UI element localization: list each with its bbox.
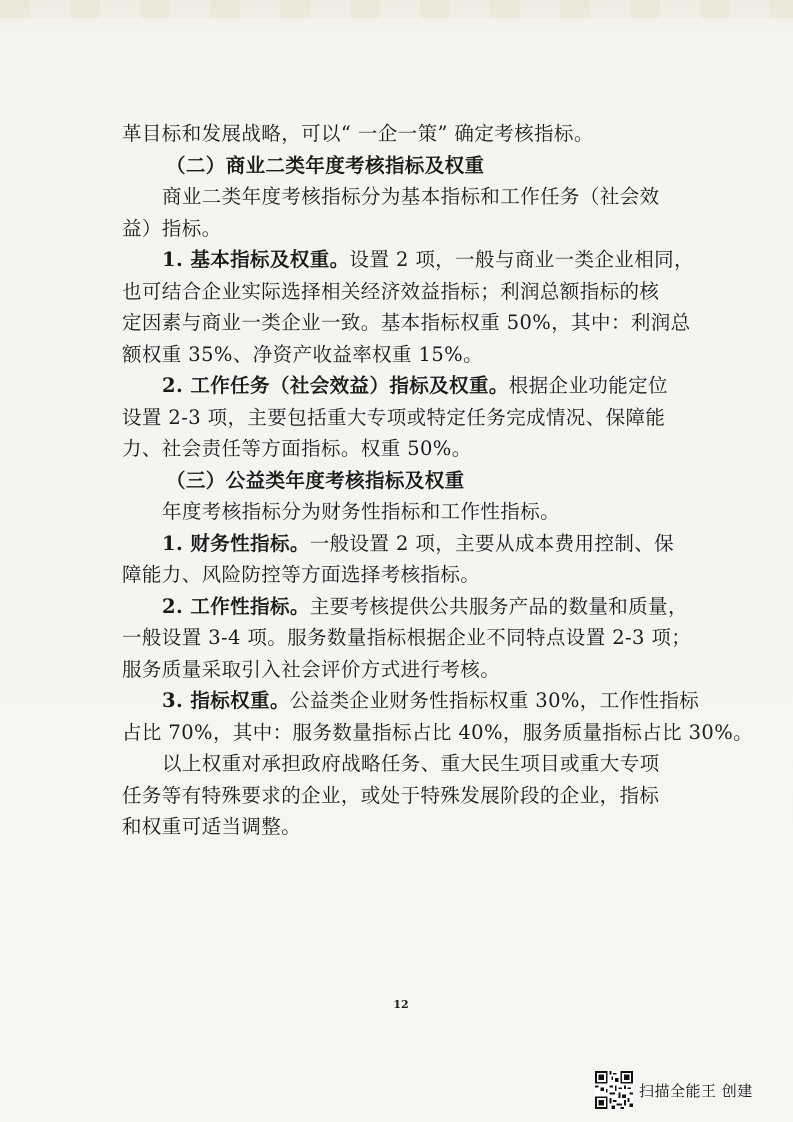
paragraph-line: 障能力、风险防控等方面选择考核指标。: [122, 563, 481, 586]
paragraph-line: 设置 2-3 项，主要包括重大专项或特定任务完成情况、保障能: [122, 405, 666, 429]
item-text: 一般设置 2 项，主要从成本费用控制、保: [309, 531, 675, 555]
section-heading: （二）商业二类年度考核指标及权重: [166, 153, 485, 177]
item-lead: 2. 工作任务（社会效益）指标及权重。: [162, 374, 509, 397]
paragraph-line: [122, 528, 682, 560]
paragraph-line: [122, 370, 682, 402]
document-body: [122, 118, 754, 843]
scanner-watermark: [595, 1070, 785, 1110]
paragraph-line: 定因素与商业一类企业一致。基本指标权重 50%，其中：利润总: [122, 311, 691, 334]
paragraph-line: 革目标和发展战略，可以“ 一企一策” 确定考核指标。: [122, 122, 594, 145]
watermark-label: 扫描全能王 创建: [639, 1081, 753, 1100]
section-heading: （三）公益类年度考核指标及权重: [166, 468, 465, 492]
paragraph-line: 额权重 35%、净资产收益率权重 15%。: [122, 342, 483, 366]
item-text: 设置 2 项，一般与商业一类企业相同，: [349, 248, 694, 271]
item-text: 公益类企业财务性指标权重 30%，工作性指标: [289, 689, 700, 712]
paragraph-line: 益）指标。: [122, 216, 222, 240]
item-text: 根据企业功能定位: [508, 374, 668, 397]
page-number: 12: [393, 998, 409, 1011]
paragraph-line: 占比 70%，其中：服务数量指标占比 40%，服务质量指标占比 30%。: [122, 720, 754, 744]
paragraph-line: [122, 244, 694, 276]
paragraph-line: 力、社会责任等方面指标。权重 50%。: [122, 437, 472, 460]
paragraph-line: 一般设置 3-4 项。服务数量指标根据企业不同特点设置 2-3 项；: [122, 626, 692, 649]
item-lead: 2. 工作性指标。: [162, 594, 310, 618]
paragraph-line: 年度考核指标分为财务性指标和工作性指标。: [162, 500, 561, 523]
item-lead: 3. 指标权重。: [162, 689, 290, 712]
paragraph-line: [122, 591, 688, 623]
paragraph-line: 任务等有特殊要求的企业，或处于特殊发展阶段的企业，指标: [122, 783, 660, 807]
paragraph-line: 也可结合企业实际选择相关经济效益指标；利润总额指标的核: [122, 279, 660, 303]
scan-edge-noise: [0, 0, 793, 18]
item-lead: 1. 财务性指标。: [162, 531, 310, 555]
paragraph-line: 以上权重对承担政府战略任务、重大民生项目或重大专项: [162, 752, 660, 775]
paragraph-line: 和权重可适当调整。: [122, 815, 302, 838]
qr-code-icon: [595, 1071, 633, 1109]
paragraph-line: 商业二类年度考核指标分为基本指标和工作任务（社会效: [162, 185, 660, 208]
paragraph-line: 服务质量采取引入社会评价方式进行考核。: [122, 657, 501, 681]
paragraph-line: [122, 685, 700, 717]
item-text: 主要考核提供公共服务产品的数量和质量，: [309, 594, 688, 618]
item-lead: 1. 基本指标及权重。: [162, 248, 350, 271]
